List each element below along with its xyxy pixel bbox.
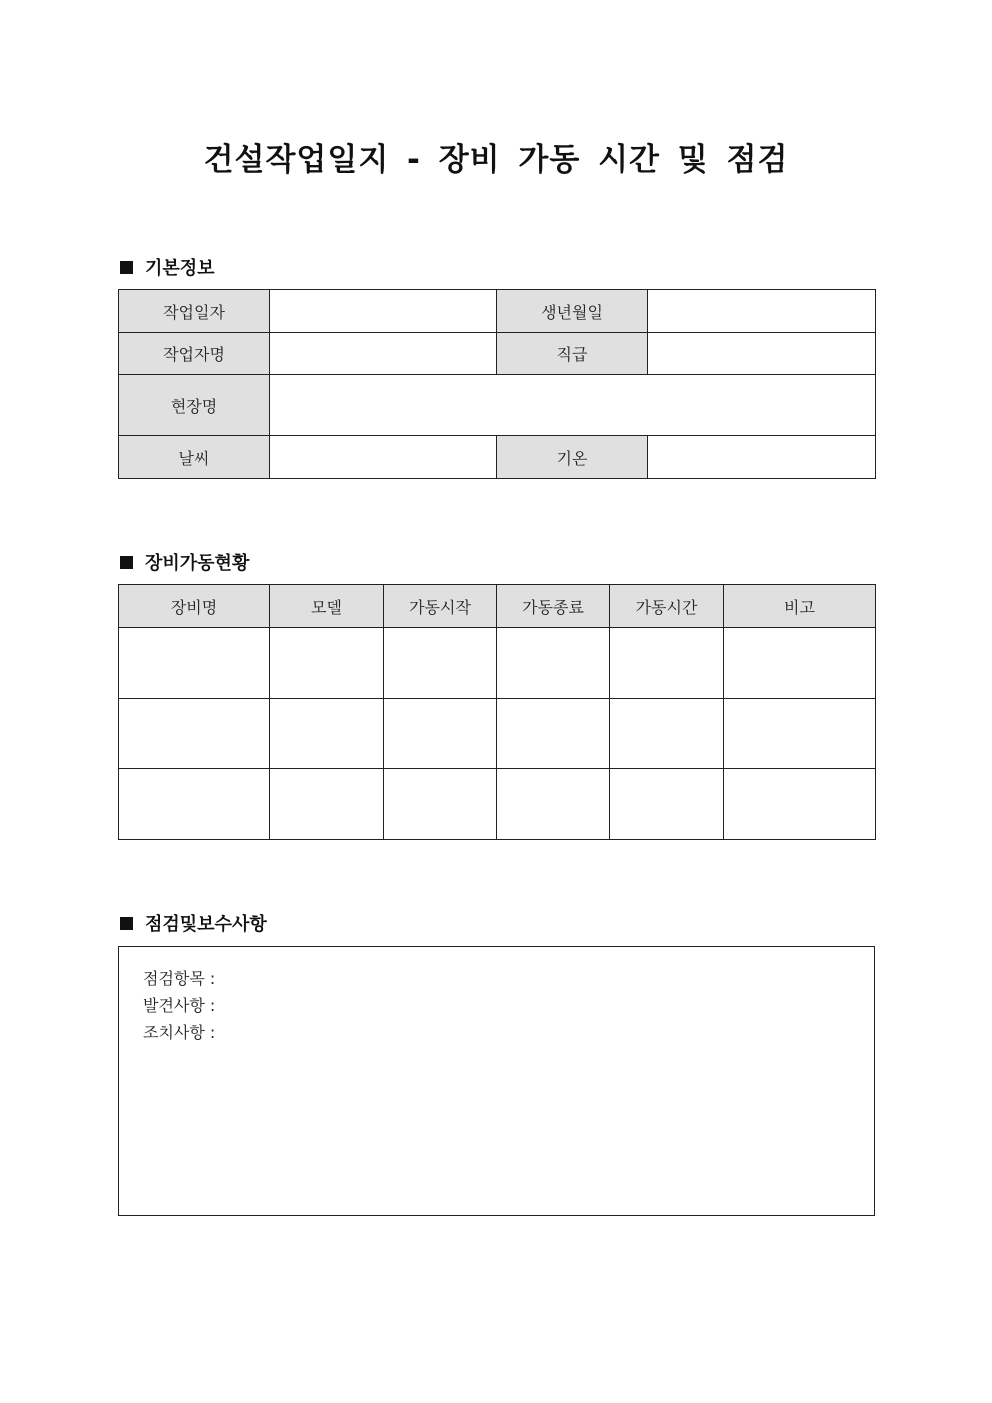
column-header-equipment-name: 장비명 [119,585,270,628]
model-cell[interactable] [270,699,384,769]
equipment-name-cell[interactable] [119,699,270,769]
work-date-field[interactable] [270,290,497,333]
worker-name-label: 작업자명 [119,333,270,375]
equipment-heading-label: 장비가동현황 [145,553,250,574]
square-bullet-icon [120,261,133,274]
work-date-label: 작업일자 [119,290,270,333]
table-header-row [119,585,876,628]
column-header-start: 가동시작 [384,585,497,628]
worker-name-field[interactable] [270,333,497,375]
table-row [119,333,876,375]
equipment-name-cell[interactable] [119,769,270,840]
start-cell[interactable] [384,628,497,699]
actions-line: 조치사항 : [143,1023,216,1042]
equipment-name-cell[interactable] [119,628,270,699]
table-row [119,436,876,479]
birth-date-label: 생년월일 [497,290,648,333]
site-name-label: 현장명 [119,375,270,436]
temperature-label: 기온 [497,436,648,479]
duration-cell[interactable] [610,699,724,769]
end-cell[interactable] [497,628,610,699]
remarks-cell[interactable] [724,699,876,769]
model-cell[interactable] [270,628,384,699]
remarks-cell[interactable] [724,628,876,699]
equipment-heading [120,549,249,575]
column-header-remarks: 비고 [724,585,876,628]
model-cell[interactable] [270,769,384,840]
inspection-memo-lines [143,965,215,1046]
position-field[interactable] [648,333,876,375]
position-label: 직급 [497,333,648,375]
duration-cell[interactable] [610,769,724,840]
square-bullet-icon [120,917,133,930]
birth-date-field[interactable] [648,290,876,333]
weather-field[interactable] [270,436,497,479]
table-row [119,628,876,699]
inspection-memo-box[interactable] [118,946,875,1216]
end-cell[interactable] [497,699,610,769]
start-cell[interactable] [384,769,497,840]
inspection-heading-label: 점검및보수사항 [145,914,267,935]
inspection-item-line: 점검항목 : [143,969,216,988]
start-cell[interactable] [384,699,497,769]
square-bullet-icon [120,556,133,569]
column-header-duration: 가동시간 [610,585,724,628]
table-row [119,699,876,769]
column-header-model: 모델 [270,585,384,628]
basic-info-table [118,289,876,479]
temperature-field[interactable] [648,436,876,479]
findings-line: 발견사항 : [143,996,216,1015]
site-name-field[interactable] [270,375,876,436]
table-row [119,769,876,840]
table-row [119,375,876,436]
weather-label: 날씨 [119,436,270,479]
column-header-end: 가동종료 [497,585,610,628]
duration-cell[interactable] [610,628,724,699]
basic-info-heading [120,254,215,280]
equipment-table [118,584,876,840]
basic-info-heading-label: 기본정보 [145,258,215,279]
page-title: 건설작업일지 - 장비 가동 시간 및 점검 [203,142,789,178]
inspection-heading [120,910,267,936]
remarks-cell[interactable] [724,769,876,840]
end-cell[interactable] [497,769,610,840]
table-row [119,290,876,333]
